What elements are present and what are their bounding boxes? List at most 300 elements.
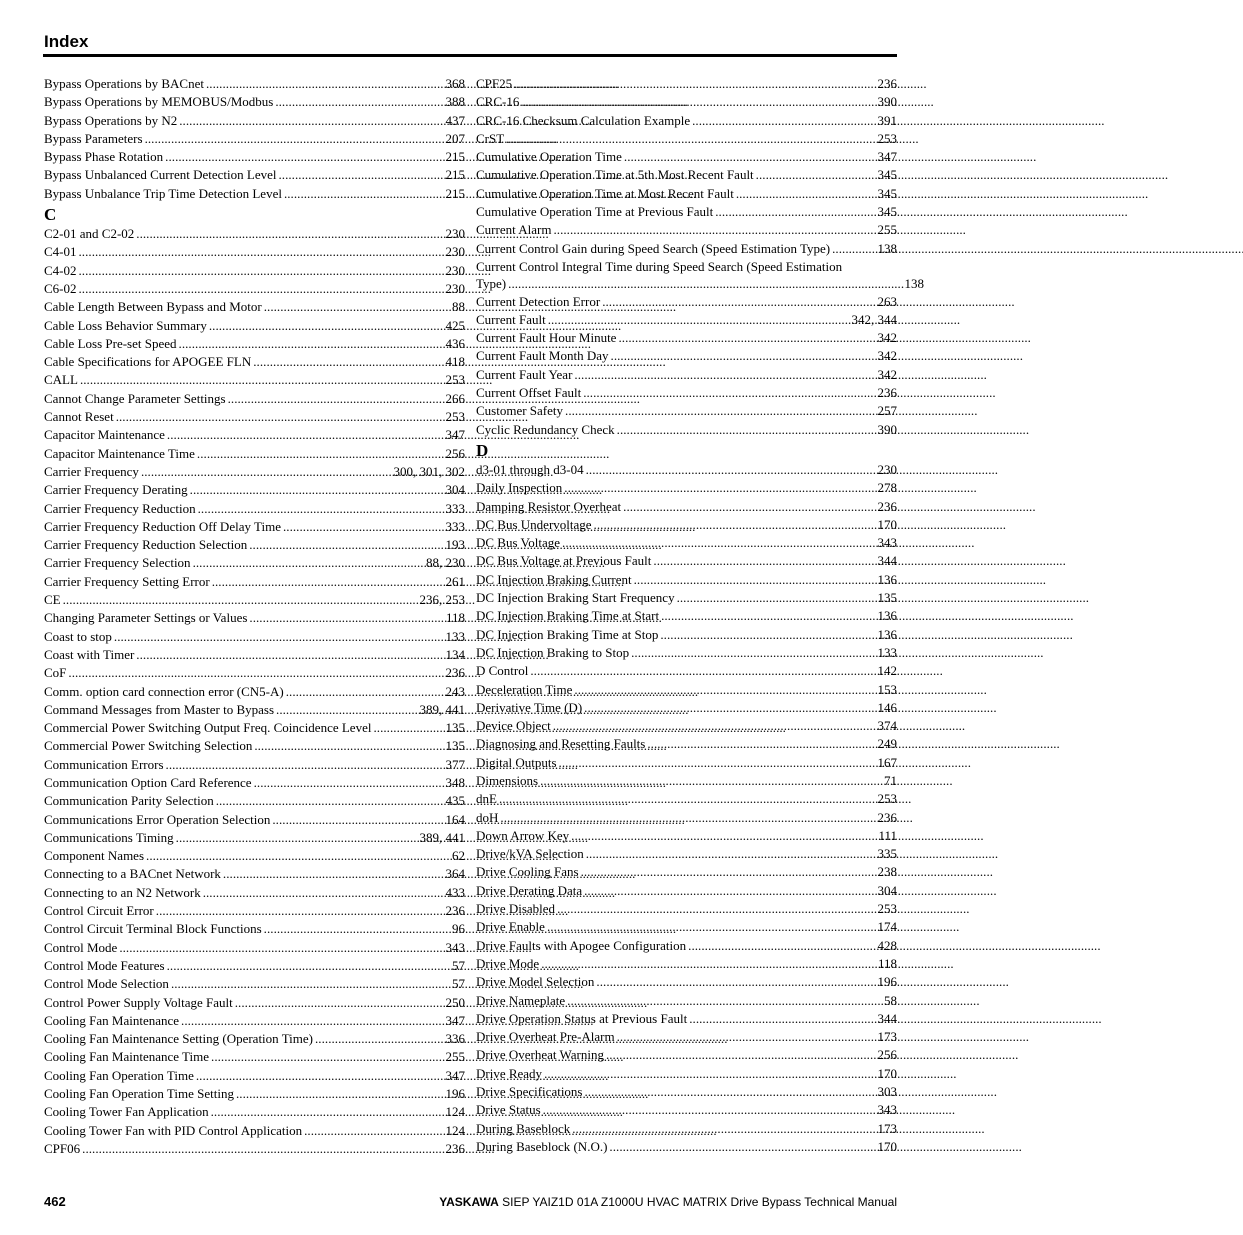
index-entry-page: 345 — [877, 185, 897, 201]
index-entry[interactable] — [44, 298, 465, 316]
index-entry-page: 124 — [445, 1122, 465, 1138]
dot-leader — [167, 957, 450, 975]
index-entry-label: Bypass Operations by BACnet — [44, 76, 204, 91]
dot-leader — [585, 1083, 876, 1101]
index-entry[interactable] — [44, 884, 465, 902]
index-entry-label: Derivative Time (D) — [476, 699, 583, 715]
index-entry[interactable] — [44, 280, 465, 298]
dot-leader — [283, 518, 444, 536]
index-entry-label: Drive Operation Status at Previous Fault — [476, 1010, 688, 1026]
index-entry-label: Bypass Unbalanced Current Detection Level — [44, 167, 277, 183]
index-entry[interactable] — [476, 790, 897, 808]
index-entry-label: Cooling Tower Fan with PID Control Application — [44, 1122, 303, 1138]
index-entry-label: Drive Enable — [476, 919, 545, 935]
dot-leader — [832, 240, 875, 258]
dot-leader — [581, 863, 876, 881]
index-entry-label: Dimensions — [476, 772, 539, 788]
index-entry-label: Control Mode Selection — [44, 976, 169, 992]
index-entry[interactable] — [44, 1048, 465, 1066]
dot-leader — [506, 130, 875, 148]
index-entry[interactable] — [476, 534, 897, 552]
index-entry[interactable] — [476, 1065, 897, 1083]
index-entry-page: 342 — [877, 348, 897, 364]
index-entry[interactable] — [44, 957, 465, 975]
index-entry[interactable] — [44, 390, 465, 408]
index-entry-label: C2-01 and C2-02 — [44, 226, 135, 242]
index-entry-page: 347 — [445, 1067, 465, 1083]
index-entry[interactable] — [476, 772, 897, 790]
index-entry[interactable] — [44, 518, 465, 536]
dot-leader — [145, 130, 444, 148]
index-entry-page: 230 — [445, 280, 465, 296]
index-entry[interactable] — [44, 536, 465, 554]
index-entry-page: 57 — [452, 976, 465, 992]
dot-leader — [315, 1030, 444, 1048]
dot-leader — [617, 421, 876, 439]
dot-leader — [166, 756, 444, 774]
dot-leader — [116, 408, 444, 426]
index-entry-page: 230 — [445, 262, 465, 278]
index-entry-page: 58 — [884, 992, 897, 1008]
index-entry-page: 389, 441 — [419, 701, 465, 717]
index-entry-page: 433 — [445, 884, 465, 900]
dot-leader — [677, 589, 876, 607]
index-entry[interactable] — [44, 93, 465, 111]
index-entry[interactable] — [44, 500, 465, 518]
dot-leader — [631, 644, 875, 662]
index-column-right — [476, 75, 924, 1156]
index-entry-page: 304 — [445, 482, 465, 498]
index-entry-page: 207 — [445, 130, 465, 146]
index-entry-page: 146 — [877, 699, 897, 715]
dot-leader — [653, 552, 875, 570]
index-entry-label: DC Injection Braking Time at Start — [476, 608, 660, 624]
index-entry-label: Cable Loss Pre-set Speed — [44, 335, 177, 351]
index-entry[interactable] — [476, 571, 897, 589]
index-entry-page: 236 — [877, 385, 897, 401]
index-entry[interactable] — [476, 311, 897, 329]
index-entry[interactable] — [476, 421, 897, 439]
index-entry[interactable] — [44, 646, 465, 664]
index-entry[interactable] — [44, 975, 465, 993]
dot-leader — [179, 335, 444, 353]
dot-leader — [606, 1046, 876, 1064]
index-entry[interactable] — [476, 1101, 897, 1119]
index-entry[interactable] — [44, 792, 465, 810]
index-entry[interactable] — [44, 847, 465, 865]
index-entry[interactable] — [44, 335, 465, 353]
index-entry-label: Cannot Reset — [44, 409, 114, 425]
index-entry-page: 236, 253 — [419, 592, 465, 608]
index-entry[interactable] — [44, 1122, 465, 1140]
index-entry[interactable] — [476, 516, 897, 534]
dot-leader — [617, 1028, 876, 1046]
index-entry-page: 343 — [877, 1102, 897, 1118]
index-entry-label: CrST — [476, 130, 505, 146]
dot-leader — [584, 882, 875, 900]
index-entry[interactable] — [476, 93, 897, 111]
index-entry-label: DC Injection Braking Start Frequency — [476, 590, 675, 606]
index-entry-page: 437 — [445, 112, 465, 128]
index-entry[interactable] — [476, 1028, 897, 1046]
index-entry[interactable] — [476, 900, 897, 918]
dot-leader — [611, 347, 876, 365]
index-entry[interactable] — [44, 756, 465, 774]
dot-leader — [557, 900, 875, 918]
index-entry-page: 253 — [877, 130, 897, 146]
index-entry-label: Drive Overheat Pre-Alarm — [476, 1029, 615, 1045]
index-entry[interactable] — [476, 148, 897, 166]
index-entry-page: 62 — [452, 848, 465, 864]
index-entry-label: DC Injection Braking Time at Stop — [476, 626, 659, 642]
dot-leader — [171, 975, 450, 993]
index-entry[interactable] — [44, 994, 465, 1012]
index-entry-label: Damping Resistor Overheat — [476, 498, 622, 514]
index-entry[interactable] — [476, 185, 897, 203]
index-entry-page: 377 — [445, 756, 465, 772]
index-entry-label: Drive/kVA Selection — [476, 846, 584, 862]
index-entry[interactable] — [44, 371, 465, 389]
index-entry[interactable] — [44, 130, 465, 148]
index-entry[interactable] — [44, 939, 465, 957]
dot-leader — [119, 939, 443, 957]
index-entry[interactable] — [476, 479, 897, 497]
index-entry[interactable] — [44, 112, 465, 130]
dot-leader — [82, 1140, 443, 1158]
dot-leader — [249, 536, 443, 554]
index-entry-label: Current Control Gain during Speed Search (Speed Estimation Type) — [476, 240, 831, 256]
index-entry[interactable] — [44, 353, 465, 371]
dot-leader — [179, 112, 443, 130]
index-entry-page: 391 — [877, 112, 897, 128]
index-entry-label: DC Injection Braking to Stop — [476, 644, 630, 660]
index-entry-page: 263 — [877, 293, 897, 309]
index-entry-page: 170 — [877, 1138, 897, 1154]
index-entry[interactable] — [44, 701, 465, 719]
index-entry[interactable] — [44, 683, 465, 701]
index-entry[interactable] — [476, 699, 897, 717]
index-entry-label: Diagnosing and Resetting Faults — [476, 736, 646, 752]
index-entry-label: Current Alarm — [476, 222, 552, 238]
index-entry-page: 135 — [877, 590, 897, 606]
dot-leader — [564, 479, 875, 497]
index-entry[interactable] — [476, 626, 897, 644]
index-entry-page: 57 — [452, 957, 465, 973]
index-entry-page: 88 — [452, 299, 465, 315]
dot-leader — [211, 1103, 444, 1121]
dot-leader — [602, 293, 875, 311]
dot-leader — [141, 463, 392, 481]
dot-leader — [114, 628, 444, 646]
index-entry[interactable] — [476, 973, 897, 991]
index-entry-label: Connecting to an N2 Network — [44, 884, 201, 900]
dot-leader — [692, 112, 875, 130]
index-entry[interactable] — [476, 552, 897, 570]
index-entry[interactable] — [476, 461, 897, 479]
index-entry-label: D Control — [476, 663, 529, 679]
index-entry-label: CALL — [44, 372, 78, 388]
index-entry-page: 174 — [877, 919, 897, 935]
index-entry-label: Cable Specifications for APOGEE FLN — [44, 354, 252, 370]
index-entry-page: 303 — [877, 1084, 897, 1100]
index-entry[interactable] — [476, 258, 924, 293]
index-entry[interactable] — [476, 1120, 897, 1138]
index-entry[interactable] — [476, 607, 897, 625]
index-entry-label: CoF — [44, 665, 67, 681]
index-entry[interactable] — [476, 112, 897, 130]
index-entry[interactable] — [44, 185, 465, 203]
index-entry-page: 134 — [445, 646, 465, 662]
index-entry-label: Drive Faults with Apogee Configuration — [476, 937, 687, 953]
dot-leader — [249, 609, 444, 627]
dot-leader — [254, 774, 444, 792]
index-entry-page: 111 — [878, 827, 897, 843]
dot-leader — [586, 845, 876, 863]
index-entry[interactable] — [44, 445, 465, 463]
index-entry[interactable] — [476, 845, 897, 863]
dot-leader — [206, 75, 444, 93]
index-entry-label: Drive Nameplate — [476, 992, 566, 1008]
index-entry[interactable] — [44, 719, 465, 737]
index-entry-page: 167 — [877, 754, 897, 770]
index-entry[interactable] — [476, 329, 897, 347]
index-entry[interactable] — [44, 609, 465, 627]
index-entry-page: 236 — [877, 498, 897, 514]
index-entry-page: 428 — [877, 937, 897, 953]
index-entry-label: Control Power Supply Voltage Fault — [44, 994, 233, 1010]
index-entry-label: Down Arrow Key — [476, 827, 570, 843]
index-entry[interactable] — [44, 408, 465, 426]
index-entry[interactable] — [476, 589, 897, 607]
index-entry-page: 236 — [445, 665, 465, 681]
dot-leader — [624, 148, 876, 166]
index-entry[interactable] — [476, 882, 897, 900]
index-entry[interactable] — [476, 130, 897, 148]
index-entry[interactable] — [476, 384, 897, 402]
index-entry-page: 345 — [877, 204, 897, 220]
index-entry[interactable] — [44, 1067, 465, 1085]
dot-leader — [647, 735, 875, 753]
index-entry-label: Commercial Power Switching Output Freq. Coincidence Level — [44, 720, 372, 736]
index-entry-page: 243 — [445, 683, 465, 699]
index-entry[interactable] — [476, 221, 897, 239]
index-entry[interactable] — [476, 498, 897, 516]
index-entry[interactable] — [476, 827, 897, 845]
index-entry-page: 135 — [445, 738, 465, 754]
index-entry-page: 347 — [445, 1012, 465, 1028]
dot-leader — [68, 664, 443, 682]
dot-leader — [547, 918, 876, 936]
index-entry[interactable] — [476, 937, 897, 955]
index-entry-label: Customer Safety — [476, 403, 564, 419]
index-entry[interactable] — [44, 148, 465, 166]
index-entry-label: DC Bus Voltage at Previous Fault — [476, 553, 652, 569]
index-entry-page: 255 — [877, 222, 897, 238]
index-entry[interactable] — [44, 317, 465, 335]
index-entry-page: 253 — [445, 372, 465, 388]
dot-leader — [584, 699, 875, 717]
index-entry-label: Device Object — [476, 718, 551, 734]
index-entry[interactable] — [476, 1046, 897, 1064]
index-entry[interactable] — [476, 240, 897, 258]
index-entry[interactable] — [44, 426, 465, 444]
index-entry[interactable] — [476, 918, 897, 936]
index-entry-page: 257 — [877, 403, 897, 419]
index-entry[interactable] — [476, 992, 897, 1010]
dot-leader — [609, 1138, 875, 1156]
index-entry[interactable] — [476, 863, 897, 881]
index-entry-page: 236 — [445, 903, 465, 919]
footer-page-number: 462 — [44, 1194, 66, 1209]
dot-leader — [253, 353, 443, 371]
index-entry[interactable] — [476, 681, 897, 699]
index-entry[interactable] — [44, 463, 465, 481]
dot-leader — [136, 646, 443, 664]
dot-leader — [559, 754, 876, 772]
index-entry-label: Carrier Frequency Derating — [44, 482, 188, 498]
index-entry-label: Communication Parity Selection — [44, 793, 214, 809]
dot-leader — [500, 809, 875, 827]
index-entry-page: 133 — [877, 644, 897, 660]
index-entry-page: 153 — [877, 681, 897, 697]
section-letter: D — [476, 440, 489, 460]
index-entry-label: Comm. option card connection error (CN5-A) — [44, 683, 284, 699]
index-entry-page: 374 — [877, 718, 897, 734]
index-entry[interactable] — [44, 628, 465, 646]
index-entry[interactable] — [44, 1140, 465, 1158]
dot-leader — [541, 955, 876, 973]
index-entry[interactable] — [476, 347, 897, 365]
index-entry-label: Current Offset Fault — [476, 385, 582, 401]
index-entry[interactable] — [44, 1012, 465, 1030]
dot-leader — [264, 920, 450, 938]
index-entry-page: 230 — [877, 461, 897, 477]
index-entry-page: 256 — [445, 445, 465, 461]
index-entry-page: 336 — [445, 1031, 465, 1047]
dot-leader — [508, 275, 902, 292]
index-entry[interactable] — [476, 203, 897, 221]
index-entry-label: Command Messages from Master to Bypass — [44, 701, 275, 717]
index-entry-label: Bypass Operations by MEMOBUS/Modbus — [44, 94, 274, 110]
index-entry[interactable] — [476, 644, 897, 662]
index-entry[interactable] — [44, 591, 465, 609]
dot-leader — [79, 243, 444, 261]
index-entry-page: 344 — [877, 553, 897, 569]
dot-leader — [660, 626, 875, 644]
index-entry-label: Drive Cooling Fans — [476, 864, 579, 880]
index-entry-label: C6-02 — [44, 280, 77, 296]
index-entry[interactable] — [44, 811, 465, 829]
index-entry-page: 364 — [445, 866, 465, 882]
index-entry[interactable] — [44, 481, 465, 499]
index-entry-label: Current Fault Hour Minute — [476, 330, 617, 346]
index-entry-page: 343 — [877, 535, 897, 551]
index-entry-label: Carrier Frequency Reduction — [44, 500, 196, 516]
index-entry[interactable] — [44, 573, 465, 591]
index-entry[interactable] — [44, 166, 465, 184]
index-entry[interactable] — [44, 920, 465, 938]
index-entry[interactable] — [44, 774, 465, 792]
index-entry[interactable] — [44, 225, 465, 243]
index-entry[interactable] — [476, 809, 897, 827]
index-entry[interactable] — [44, 554, 465, 572]
index-entry[interactable] — [44, 902, 465, 920]
index-entry-label: dnE — [476, 791, 497, 807]
index-entry[interactable] — [44, 75, 465, 93]
index-entry-label: Deceleration Time — [476, 681, 573, 697]
index-entry[interactable] — [476, 75, 897, 93]
index-entry[interactable] — [44, 1030, 465, 1048]
index-entry[interactable] — [44, 829, 465, 847]
dot-leader — [235, 994, 444, 1012]
dot-leader — [689, 1010, 875, 1028]
index-entry-label: Coast to stop — [44, 628, 112, 644]
index-entry[interactable] — [44, 865, 465, 883]
index-entry-label: During Baseblock — [476, 1120, 571, 1136]
index-entry-page: 344 — [877, 1010, 897, 1026]
dot-leader — [540, 772, 882, 790]
index-entry-label: CE — [44, 592, 61, 608]
dot-leader — [181, 1012, 443, 1030]
index-entry[interactable] — [476, 166, 897, 184]
index-entry-page: 342 — [877, 366, 897, 382]
index-entry-page: 342, 344 — [851, 311, 897, 327]
index-entry[interactable] — [44, 1103, 465, 1121]
index-entry[interactable] — [476, 717, 897, 735]
index-entry[interactable] — [44, 737, 465, 755]
index-entry[interactable] — [476, 955, 897, 973]
index-entry[interactable] — [44, 664, 465, 682]
index-entry-label: C4-02 — [44, 262, 77, 278]
index-entry[interactable] — [476, 1138, 897, 1156]
index-entry[interactable] — [476, 293, 897, 311]
index-entry[interactable] — [476, 1010, 897, 1028]
index-entry-label: Drive Mode — [476, 955, 540, 971]
index-entry[interactable] — [476, 1083, 897, 1101]
index-entry-label: Cooling Fan Operation Time — [44, 1067, 194, 1083]
index-entry-label: Current Detection Error — [476, 293, 601, 309]
index-entry-label: Capacitor Maintenance Time — [44, 445, 195, 461]
dot-leader — [688, 937, 875, 955]
dot-leader — [572, 1120, 875, 1138]
dot-leader — [634, 571, 876, 589]
index-entry-label: Control Mode Features — [44, 957, 165, 973]
index-entry-label: Control Circuit Terminal Block Functions — [44, 921, 262, 937]
index-entry[interactable] — [44, 262, 465, 280]
index-entry-label: Drive Disabled — [476, 901, 556, 917]
index-entry-page: 173 — [877, 1029, 897, 1045]
index-entry-page: 389, 441 — [419, 829, 465, 845]
index-entry[interactable] — [476, 662, 897, 680]
index-entry-page: 124 — [445, 1104, 465, 1120]
index-entry[interactable] — [44, 243, 465, 261]
index-entry[interactable] — [44, 1085, 465, 1103]
index-entry[interactable] — [476, 366, 897, 384]
index-entry-page: 142 — [877, 663, 897, 679]
index-entry[interactable] — [476, 735, 897, 753]
index-entry[interactable] — [476, 754, 897, 772]
index-entry-page: 170 — [877, 516, 897, 532]
footer-brand: YASKAWA — [439, 1195, 499, 1209]
dot-leader — [567, 992, 882, 1010]
index-entry-label: Cable Loss Behavior Summary — [44, 317, 207, 333]
index-entry-page: 71 — [884, 772, 897, 788]
index-entry-page: 164 — [445, 811, 465, 827]
index-entry[interactable] — [476, 402, 897, 420]
index-entry-page: 278 — [877, 480, 897, 496]
page-title: Index — [44, 32, 89, 51]
dot-leader — [304, 1122, 443, 1140]
